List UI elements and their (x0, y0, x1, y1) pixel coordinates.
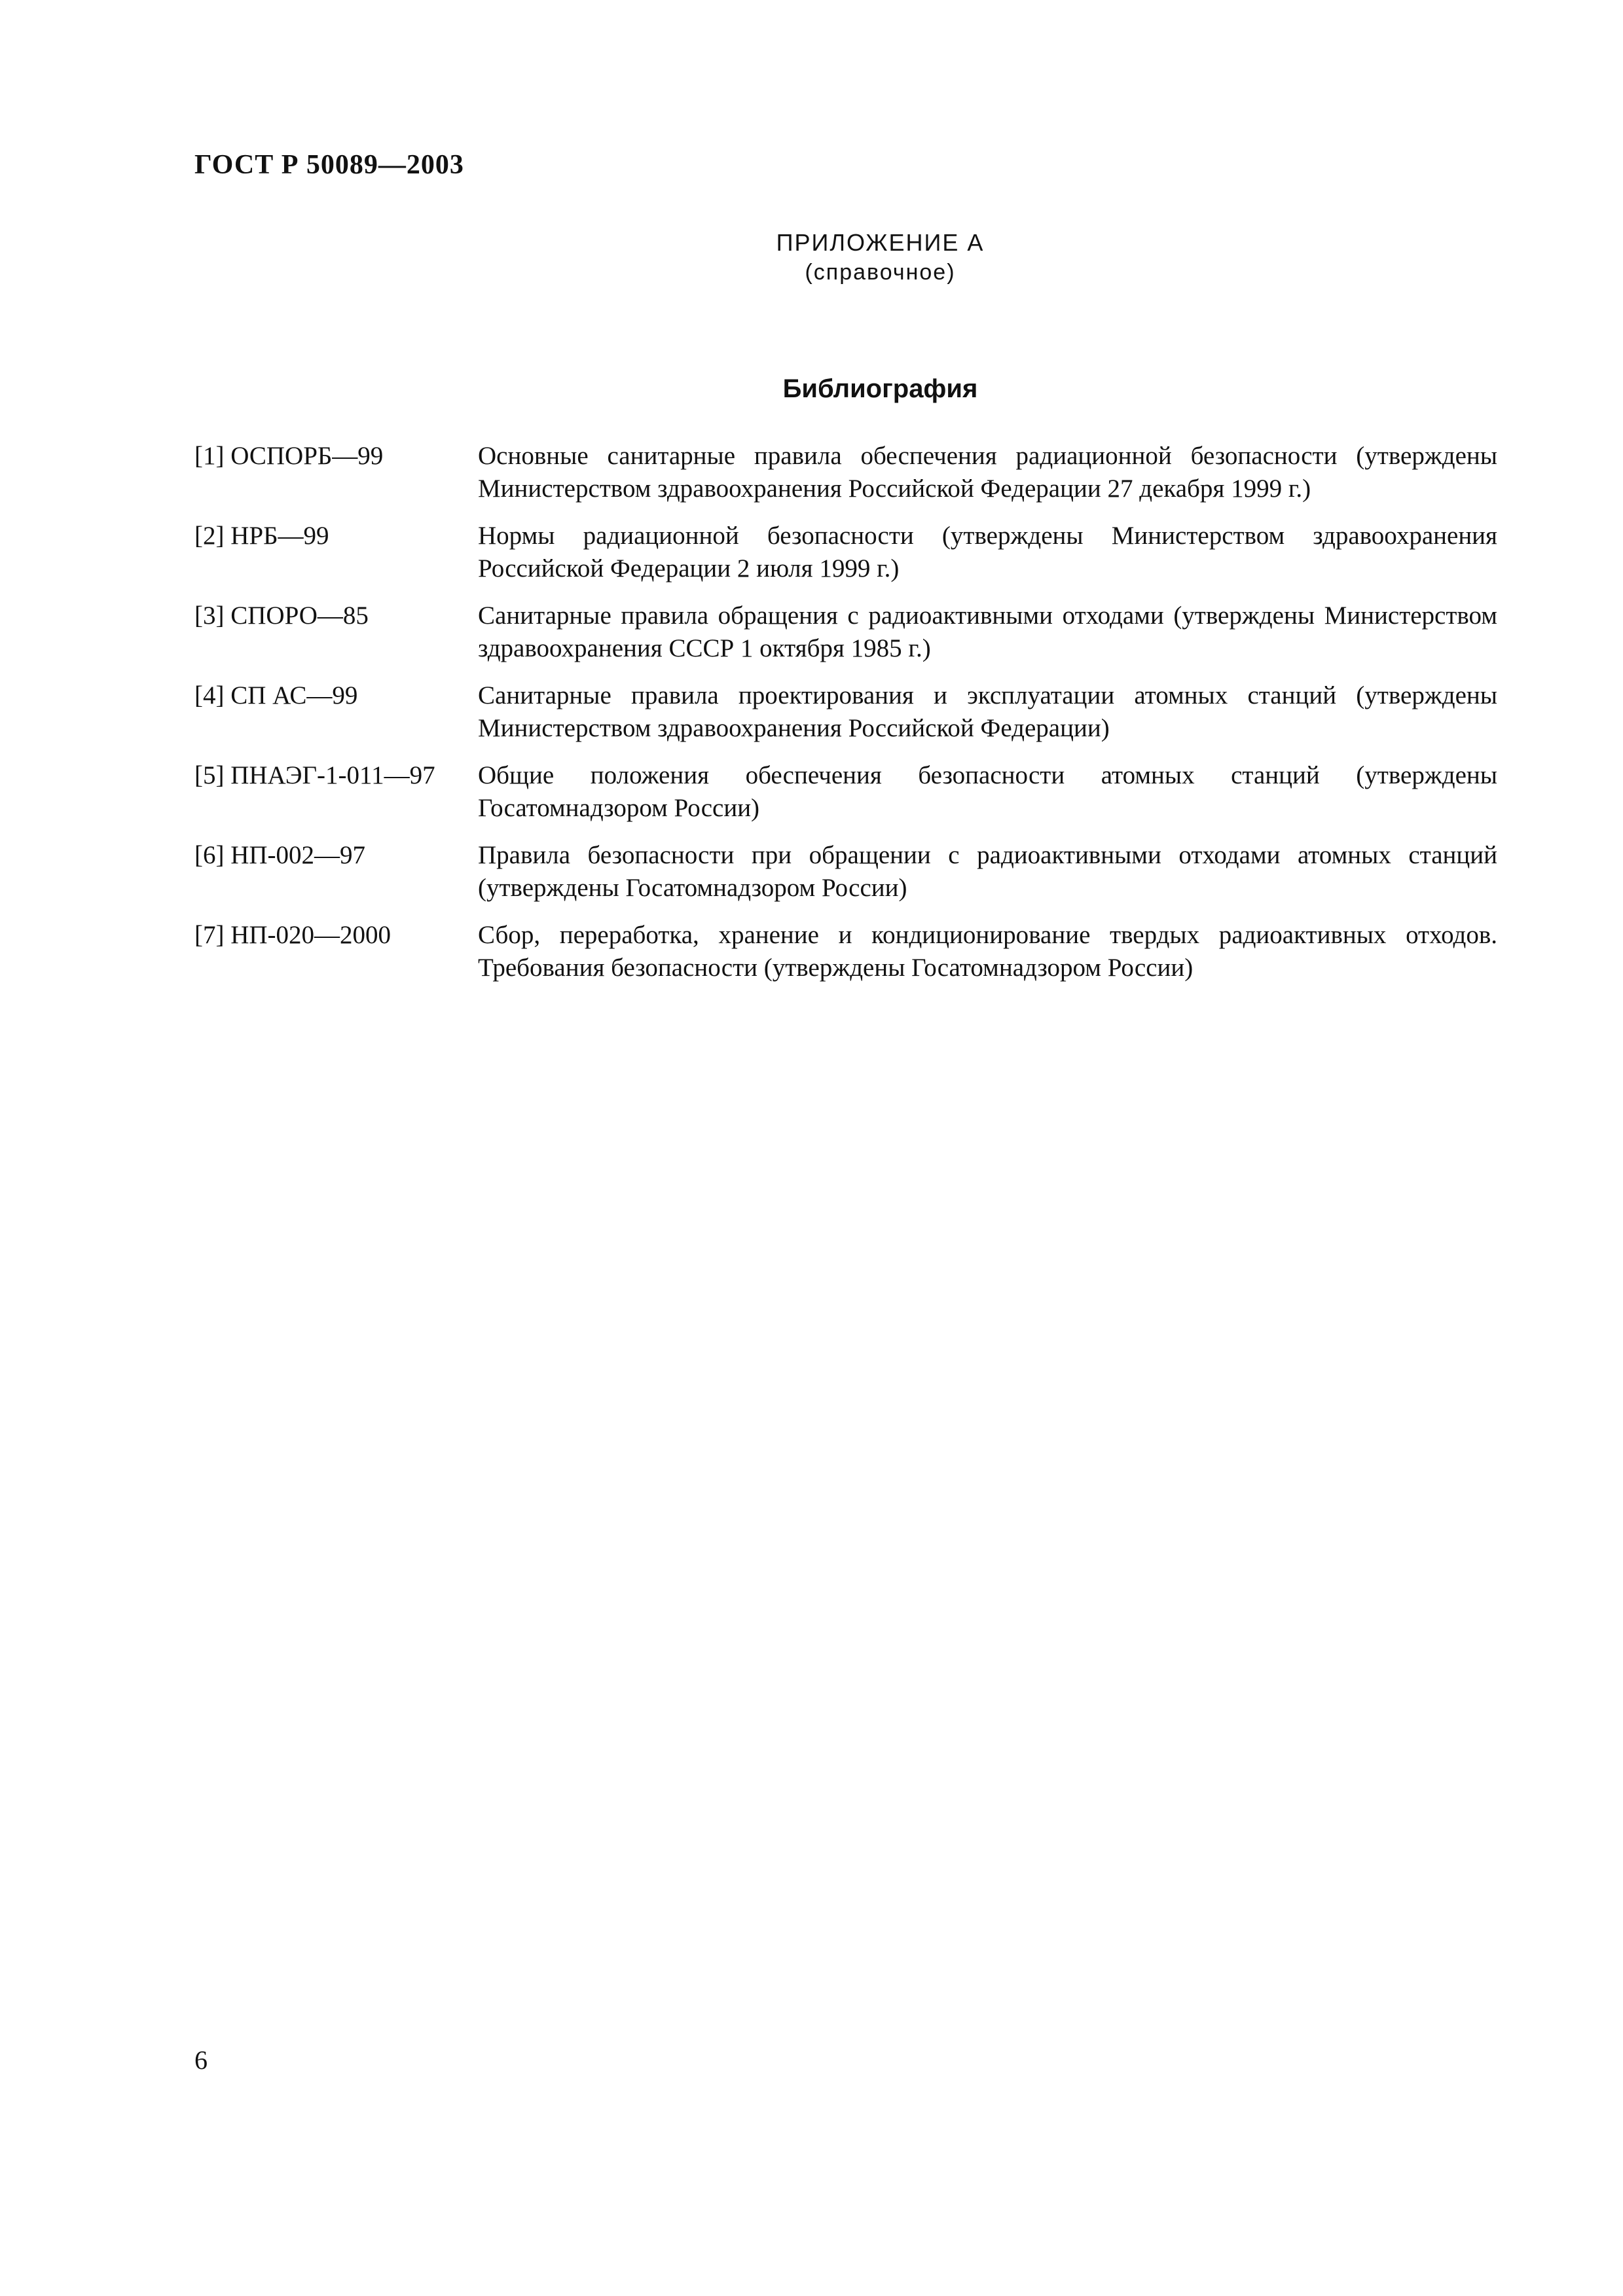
bibliography-text: Нормы радиационной безопасности (утверждены Министерством здравоохранения Российской Федерации 2 июля 1999 г.) (478, 522, 1497, 583)
bibliography-entry-1 (194, 440, 1497, 505)
bibliography-text: Общие положения обеспечения безопасности атомных станций (утверждены Госатомнадзором России) (478, 761, 1497, 822)
bibliography-text: Правила безопасности при обращении с радиоактивными отходами атомных станций (утверждены Госатомнадзором России) (478, 841, 1497, 902)
bibliography-entry-7 (194, 919, 1497, 984)
bibliography-entry-3 (194, 600, 1497, 665)
bibliography-text: Сбор, переработка, хранение и кондиционирование твердых радиоактивных отходов. Требования безопасности (утверждены Госатомнадзором России) (478, 921, 1497, 982)
bibliography-text: Санитарные правила проектирования и эксплуатации атомных станций (утверждены Министерством здравоохранения Российской Федерации) (478, 681, 1497, 742)
bibliography-entry-6 (194, 839, 1497, 905)
bibliography-entry-2 (194, 520, 1497, 585)
bibliography-ref: [3] СПОРО—85 (194, 601, 369, 630)
section-title-wrapper (0, 374, 1623, 404)
bibliography-ref: [6] НП-002—97 (194, 841, 366, 869)
section-title: Библиография (782, 374, 978, 403)
bibliography-list (194, 440, 1497, 999)
page-number: 6 (194, 2045, 208, 2075)
appendix-subtitle: (справочное) (805, 260, 956, 285)
bibliography-text: Санитарные правила обращения с радиоактивными отходами (утверждены Министерством здравоохранения СССР 1 октября 1985 г.) (478, 601, 1497, 662)
bibliography-entry-4 (194, 679, 1497, 745)
document-header-title: ГОСТ Р 50089—2003 (194, 150, 464, 180)
bibliography-entry-5 (194, 759, 1497, 825)
appendix-heading (0, 228, 1623, 287)
appendix-title: ПРИЛОЖЕНИЕ А (776, 229, 985, 256)
bibliography-ref: [4] СП АС—99 (194, 681, 358, 709)
bibliography-text: Основные санитарные правила обеспечения радиационной безопасности (утверждены Министерством здравоохранения Российской Федерации 27 декабря 1999 г.) (478, 442, 1497, 503)
bibliography-ref: [7] НП-020—2000 (194, 921, 392, 949)
bibliography-ref: [5] ПНАЭГ-1-011—97 (194, 761, 435, 789)
bibliography-ref: [2] НРБ—99 (194, 522, 329, 550)
bibliography-ref: [1] ОСПОРБ—99 (194, 442, 384, 470)
